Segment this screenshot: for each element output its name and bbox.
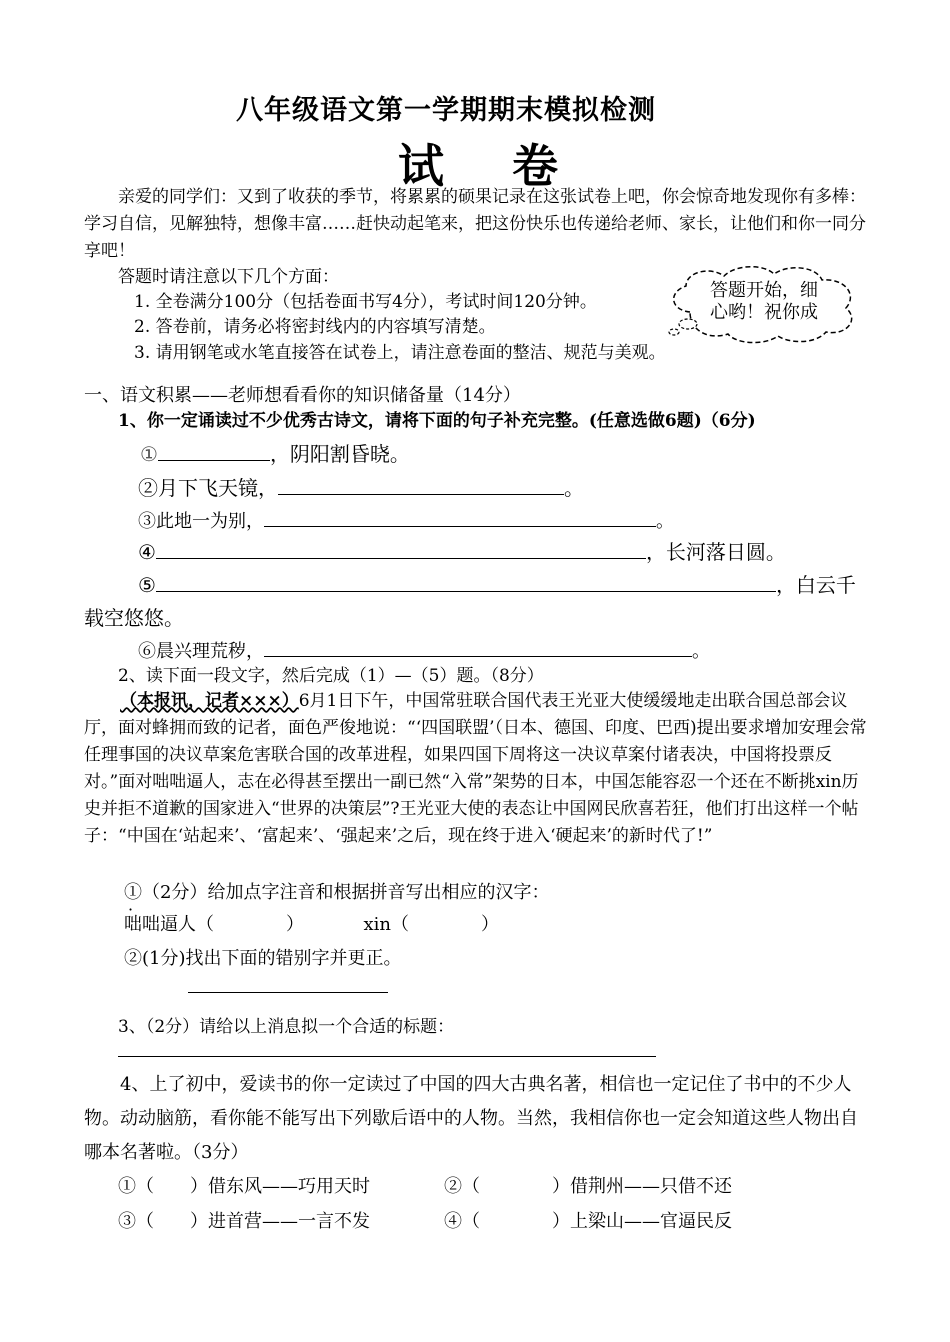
item-text: ③此地一为别，	[138, 511, 264, 532]
news-passage	[84, 688, 870, 850]
notice-heading: 答题时请注意以下几个方面：	[118, 267, 339, 287]
bubble-text	[710, 280, 818, 324]
notice-item: 1. 全卷满分100分（包括卷面书写4分），考试时间120分钟。	[134, 292, 597, 312]
notice-item: 2. 答卷前，请务必将密封线内的内容填写清楚。	[134, 317, 496, 337]
item-number: ⑤	[138, 573, 156, 597]
bubble-line: 答题开始，细	[710, 280, 818, 301]
poem-item-4	[138, 538, 786, 566]
item-text: 。	[564, 476, 584, 500]
answer-blank[interactable]	[158, 442, 270, 461]
sub-question-2: ②(1分)找出下面的错别字并更正。	[124, 948, 402, 969]
dotted-char: 咄	[124, 914, 142, 935]
poem-item-3	[138, 508, 674, 535]
answer-line[interactable]	[188, 992, 388, 993]
question-2-prompt: 2、读下面一段文字，然后完成（1）—（5）题。（8分）	[118, 666, 544, 686]
bubble-line: 心哟！祝你成	[710, 302, 818, 323]
page-title: 八年级语文第一学期期末模拟检测	[236, 95, 656, 126]
question-1-prompt: 1、你一定诵读过不少优秀古诗文，请将下面的句子补充完整。(任意选做6题)（6分)	[118, 411, 756, 431]
poem-item-2	[138, 474, 584, 502]
item-number: ④	[138, 540, 156, 564]
sub-question-1: ①（2分）给加点字注音和根据拼音写出相应的汉字：	[124, 882, 550, 903]
news-lead: （本报讯，记者×××）	[120, 691, 299, 711]
page-subtitle: 试卷	[398, 139, 626, 193]
pinyin-row	[124, 910, 499, 936]
poem-item-6	[138, 638, 710, 665]
section-heading: 一、语文积累——老师想看看你的知识储备量（14分）	[84, 385, 521, 406]
poem-item-1	[140, 440, 410, 468]
item-text: ⑥晨兴理荒秽，	[138, 641, 264, 662]
pinyin-answer: xin（ ）	[363, 914, 499, 935]
answer-line[interactable]	[118, 1056, 656, 1057]
item-text: 。	[656, 511, 674, 532]
poem-item-5-continued: 载空悠悠。	[84, 606, 184, 630]
item-text: 。	[692, 641, 710, 662]
q4-item: ④（ ）上梁山——官逼民反	[444, 1211, 732, 1232]
answer-blank[interactable]	[156, 540, 646, 559]
item-text: ，白云千	[775, 573, 856, 597]
poem-item-5	[138, 571, 856, 599]
q4-item: ③（ ）进首营——一言不发	[118, 1211, 370, 1232]
news-body: 6月1日下午，中国常驻联合国代表王光亚大使缓缓地走出联合国总部会议厅，面对蜂拥而致的记者，面色严俊地说：“‘四国联盟’（日本、德国、印度、巴西)提出要求增加安理会常任理事国的决议草案危害联合国的改革进程，如果四国下周将这一决议草案付诸表决，中国将投票反对。”面对咄咄逼人，志在必得甚至摆出一副已然“入常”架势的日本，中国怎能容忍一个还在不断挑xin历史并拒不道歉的国家进入“世界的决策层”?王光亚大使的表态让中国网民欣喜若狂，他们打出这样一个帖子：“中国在‘站起来’、‘富起来’、‘强起来’之后，现在终于进入‘硬起来’的新时代了!”	[84, 691, 867, 846]
answer-blank[interactable]	[264, 638, 692, 657]
item-text: ②月下飞天镜，	[138, 476, 278, 500]
q4-item: ①（ ）借东风——巧用天时	[118, 1176, 370, 1197]
answer-blank[interactable]	[156, 573, 776, 592]
question-3-prompt: 3、（2分）请给以上消息拟一个合适的标题：	[118, 1017, 455, 1037]
question-4-prompt: 4、上了初中，爱读书的你一定读过了中国的四大古典名著，相信也一定记住了书中的不少人物。动动脑筋，看你能不能写出下列歇后语中的人物。当然，我相信你也一定会知道这些人物出自哪本名著啦。（3分）	[84, 1074, 858, 1163]
q4-item: ②（ ）借荆州——只借不还	[444, 1176, 732, 1197]
intro-paragraph: 亲爱的同学们：又到了收获的季节，将累累的硕果记录在这张试卷上吧，你会惊奇地发现你有多棒：学习自信，见解独特，想像丰富……赶快动起笔来，把这份快乐也传递给老师、家长，让他们和你一同分享吧！	[84, 187, 866, 261]
answer-blank[interactable]	[264, 508, 656, 527]
notice-item: 3. 请用钢笔或水笔直接答在试卷上，请注意卷面的整洁、规范与美观。	[134, 343, 666, 363]
item-number: ①	[140, 442, 158, 466]
item-text: ，阴阳割昏晓。	[269, 442, 410, 466]
text: 咄逼人（ ）	[142, 914, 304, 935]
answer-blank[interactable]	[278, 476, 564, 495]
item-text: ，长河落日圆。	[645, 540, 786, 564]
